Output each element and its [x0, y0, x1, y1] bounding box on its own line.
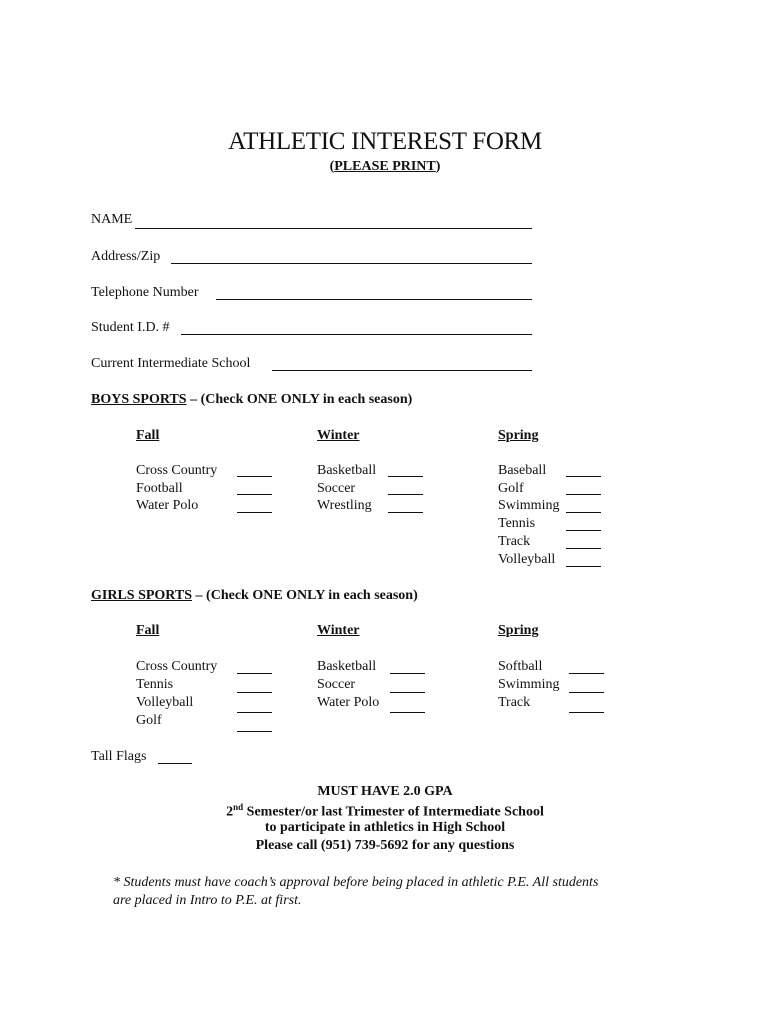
- girls-fall-blank[interactable]: [237, 731, 272, 732]
- coach-approval-note: * Students must have coach’s approval before being placed in athletic P.E. All students: [113, 875, 599, 890]
- boys-spring-blank[interactable]: [566, 494, 601, 495]
- girls-fall-item: Tennis: [136, 677, 174, 692]
- girls-winter-blank[interactable]: [390, 712, 425, 713]
- boys-spring-item: Tennis: [498, 516, 536, 531]
- boys-winter-blank[interactable]: [388, 476, 423, 477]
- boys-spring-item: Baseball: [498, 463, 547, 478]
- girls-fall-blank[interactable]: [237, 692, 272, 693]
- girls-winter-heading: Winter: [317, 623, 360, 638]
- participation-note: to participate in athletics in High School: [264, 820, 506, 835]
- tall-flags-blank[interactable]: [158, 763, 192, 764]
- contact-phone: Please call (951) 739-5692 for any questions: [255, 838, 515, 853]
- semester-requirement: [0, 802, 770, 821]
- girls-winter-item: Soccer: [317, 677, 356, 692]
- name-label: NAME: [91, 212, 133, 227]
- girls-sports-title: GIRLS SPORTS: [91, 588, 193, 603]
- address-label: Address/Zip: [91, 249, 161, 264]
- boys-spring-item: Track: [498, 534, 531, 549]
- boys-sports-instruction: – (Check ONE ONLY in each season): [186, 392, 413, 407]
- girls-spring-blank[interactable]: [569, 692, 604, 693]
- student-id-label: Student I.D. #: [91, 320, 170, 335]
- boys-fall-item: Water Polo: [136, 498, 199, 513]
- subtitle-open: (: [329, 159, 335, 174]
- girls-fall-blank[interactable]: [237, 673, 272, 674]
- boys-fall-heading: Fall: [136, 428, 160, 443]
- boys-spring-item: Swimming: [498, 498, 560, 513]
- girls-spring-blank[interactable]: [569, 673, 604, 674]
- girls-winter-item: Water Polo: [317, 695, 380, 710]
- subtitle-close: ): [435, 159, 441, 174]
- girls-fall-item: Golf: [136, 713, 162, 728]
- boys-spring-blank[interactable]: [566, 566, 601, 567]
- girls-fall-heading: Fall: [136, 623, 160, 638]
- boys-spring-blank[interactable]: [566, 548, 601, 549]
- boys-spring-blank[interactable]: [566, 530, 601, 531]
- semester-number: 2: [226, 804, 234, 820]
- semester-text: Semester/or last Trimester of Intermediate School: [243, 804, 544, 820]
- gpa-requirement: MUST HAVE 2.0 GPA: [317, 784, 453, 799]
- boys-winter-heading: Winter: [317, 428, 360, 443]
- boys-spring-heading: Spring: [498, 428, 539, 443]
- boys-spring-item: Golf: [498, 481, 524, 496]
- address-field[interactable]: [171, 263, 532, 264]
- girls-spring-blank[interactable]: [569, 712, 604, 713]
- boys-winter-blank[interactable]: [388, 494, 423, 495]
- girls-winter-blank[interactable]: [390, 692, 425, 693]
- girls-fall-blank[interactable]: [237, 712, 272, 713]
- boys-spring-item: Volleyball: [498, 552, 556, 567]
- boys-sports-heading: [91, 392, 412, 408]
- boys-winter-item: Soccer: [317, 481, 356, 496]
- girls-sports-heading: [91, 588, 418, 604]
- boys-fall-item: Football: [136, 481, 183, 496]
- telephone-label: Telephone Number: [91, 285, 199, 300]
- form-title: ATHLETIC INTEREST FORM: [228, 128, 542, 155]
- telephone-field[interactable]: [216, 299, 532, 300]
- girls-winter-item: Basketball: [317, 659, 377, 674]
- boys-winter-item: Wrestling: [317, 498, 372, 513]
- boys-winter-item: Basketball: [317, 463, 377, 478]
- boys-winter-blank[interactable]: [388, 512, 423, 513]
- school-field[interactable]: [272, 370, 532, 371]
- tall-flags-label: Tall Flags: [91, 749, 147, 764]
- name-field[interactable]: [135, 228, 532, 229]
- girls-spring-item: Swimming: [498, 677, 560, 692]
- boys-fall-item: Cross Country: [136, 463, 218, 478]
- boys-fall-blank[interactable]: [237, 494, 272, 495]
- school-label: Current Intermediate School: [91, 356, 251, 371]
- student-id-field[interactable]: [181, 334, 532, 335]
- girls-winter-blank[interactable]: [390, 673, 425, 674]
- boys-spring-blank[interactable]: [566, 512, 601, 513]
- girls-spring-item: Track: [498, 695, 531, 710]
- semester-suffix: nd: [233, 802, 244, 812]
- boys-sports-title: BOYS SPORTS: [91, 392, 187, 407]
- subtitle-text: PLEASE PRINT: [334, 159, 436, 174]
- boys-fall-blank[interactable]: [237, 476, 272, 477]
- girls-fall-item: Cross Country: [136, 659, 218, 674]
- form-subtitle: [0, 159, 770, 175]
- boys-spring-blank[interactable]: [566, 476, 601, 477]
- boys-fall-blank[interactable]: [237, 512, 272, 513]
- girls-fall-item: Volleyball: [136, 695, 194, 710]
- girls-spring-heading: Spring: [498, 623, 539, 638]
- intro-pe-note: are placed in Intro to P.E. at first.: [113, 893, 302, 908]
- girls-sports-instruction: – (Check ONE ONLY in each season): [192, 588, 418, 603]
- girls-spring-item: Softball: [498, 659, 543, 674]
